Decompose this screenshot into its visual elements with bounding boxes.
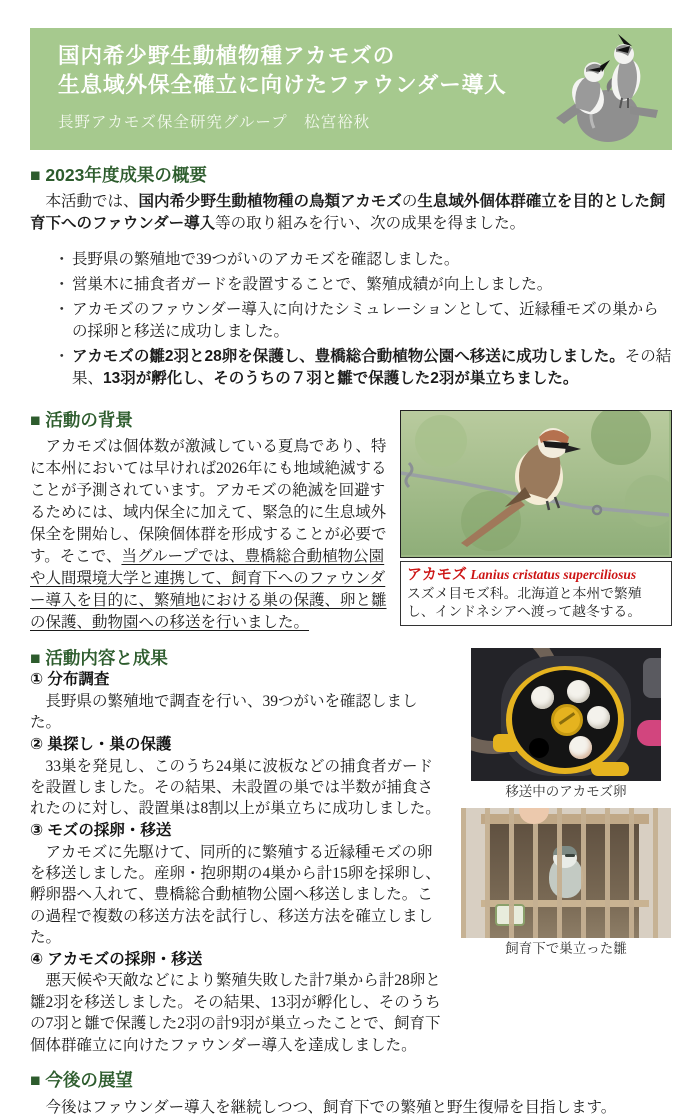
list-item: [54, 346, 672, 390]
activity-2-body: 33巣を発見し、このうち24巣に波板などの捕食者ガードを設置しました。その結果、未設置の巣では半数が捕食されたのに対し、設置巣は8割以上が巣立ちに成功しました。: [30, 757, 441, 818]
activity-3-body: アカモズに先駆けて、同所的に繁殖する近縁種モズの卵を移送しました。産卵・抱卵期の4巣から計15卵を採卵し、孵卵器へ入れて、豊橋総合動植物公園へ移送しました。この過程で複数の移送方法を試行し、移送方法を確立しました。: [30, 843, 441, 947]
bullet4-run-1-bold: アカモズの雛2羽と28卵を保護し、豊橋総合動植物公園へ移送に成功しました。: [72, 348, 625, 365]
activity-3-title: ③ モズの採卵・移送: [30, 821, 172, 839]
author-line: 長野アカモズ保全研究グループ 松宮裕秋: [58, 114, 371, 132]
intro-run-2-bold: 国内希少野生動植物種の鳥類アカモズ: [138, 193, 402, 210]
chick-photo-caption: 飼育下で巣立った雛: [505, 941, 627, 957]
intro-run-1: 本活動では、: [45, 193, 139, 210]
section-future: [30, 1070, 672, 1119]
egg-shape: [587, 706, 610, 729]
species-latin-name: Lanius cristatus superciliosus: [470, 567, 637, 582]
activity-1-body: 長野県の繁殖地で調査を行い、39つがいを確認しました。: [30, 692, 418, 732]
intro-run-4-bold: 生息域外個体群確立を目的とした飼育下へのファウンダー導入: [30, 193, 666, 232]
section-background: [30, 410, 672, 634]
list-item: ・ アカモズのファウンダー導入に向けたシミュレーションとして、近縁種モズの巣からの採卵と移送に成功しました。: [54, 299, 672, 343]
list-item: ・ 長野県の繁殖地で39つがいのアカモズを確認しました。: [54, 249, 672, 271]
intro-run-5: 等の取り組みを行い、次の成果を得ました。: [215, 215, 526, 232]
background-run-1: アカモズは個体数が激減している夏鳥であり、特に本州においては早ければ2026年にも地域絶滅することが予測されています。アカモズの絶滅を回避するためには、域内保全に加えて、緊急的に生息域外保全を開始し、保険個体群を形成することが必要です。そこで、: [30, 438, 387, 565]
fledged-chick-photo: [461, 808, 671, 938]
shrike-caption-box: [400, 561, 672, 626]
background-text: [30, 436, 387, 634]
background-run-2-underlined: 当グループでは、豊橋総合動植物公園や人間環境大学と連携して、飼育下へのファウンダー導入を目的に、繁殖地における巣の保護、卵と雛の保護、動物園への移送を行いました。: [30, 548, 387, 631]
section-activities: [30, 648, 672, 1056]
egg-shape: [569, 736, 592, 759]
activity-4-title: ④ アカモズの採卵・移送: [30, 950, 203, 968]
bullet4-run-2: その結果、: [72, 348, 672, 387]
egg-shape: [531, 686, 554, 709]
summary-intro: [30, 191, 672, 235]
section-summary: [30, 165, 672, 390]
bullet4-run-3-bold: 13羽が孵化し、そのうちの７羽と雛で保護した2羽が巣立ちました。: [103, 370, 579, 387]
background-heading: ■ 活動の背景: [30, 410, 133, 430]
egg-photo-caption: 移送中のアカモズ卵: [505, 784, 627, 799]
result-bullet-list: [30, 249, 672, 390]
list-item: ・ 営巣木に捕食者ガードを設置することで、繁殖成績が向上しました。: [54, 274, 672, 296]
activity-2-title: ② 巣探し・巣の保護: [30, 735, 172, 753]
egg-shape: [567, 680, 590, 703]
shrike-photo: [400, 410, 672, 558]
species-description: スズメ目モズ科。北海道と本州で繁殖し、インドネシアへ渡って越冬する。: [407, 585, 642, 619]
tray-cap-shape: [551, 704, 583, 736]
cage-bars-shape: [461, 808, 671, 938]
future-text: 今後はファウンダー導入を継続しつつ、飼育下での繁殖と野生復帰を目指します。: [45, 1098, 617, 1116]
summary-heading: ■ 2023年度成果の概要: [30, 165, 207, 185]
intro-run-3: の: [401, 193, 418, 210]
shrike-pair-illustration-icon: [546, 32, 664, 148]
header-banner: [30, 28, 672, 150]
species-name: アカモズ: [407, 566, 467, 583]
page-title-line2: 生息域外保全確立に向けたファウンダー導入: [58, 73, 507, 98]
future-heading: ■ 今後の展望: [30, 1069, 133, 1090]
activities-heading: ■ 活動内容と成果: [30, 648, 168, 668]
activity-1-title: ① 分布調査: [30, 671, 110, 688]
activity-4-body: 悪天候や天敵などにより繁殖失敗した計7巣から計28卵と雛2羽を移送しました。その結果、13羽が孵化し、そのうちの7羽と雛で保護した2羽の計9羽が巣立ったことで、飼育下個体群確立に向けたファウンダー導入を達成しました。: [30, 972, 441, 1054]
page-title-line1: 国内希少野生動植物種アカモズの: [58, 44, 396, 68]
egg-transport-photo: [471, 648, 661, 781]
